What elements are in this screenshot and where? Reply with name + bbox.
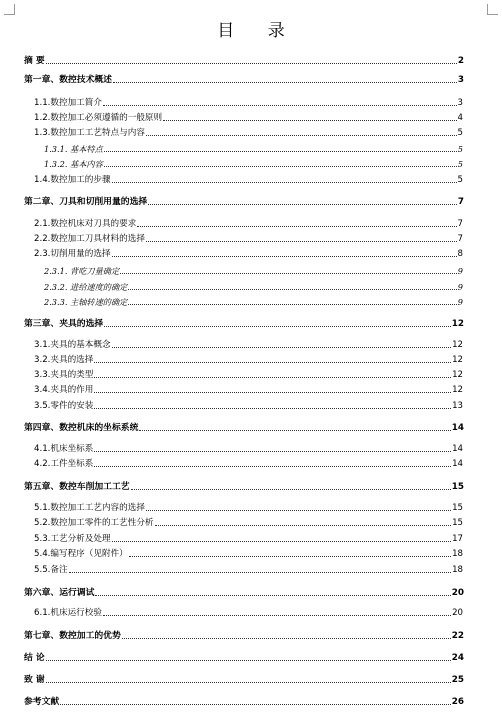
toc-page-number: 22 xyxy=(451,631,464,641)
toc-entry-title: 1.3.数控加工工艺特点与内容 xyxy=(34,128,145,138)
dot-leader xyxy=(94,362,451,363)
toc-entry-title: 2.3.切削用量的选择 xyxy=(34,249,111,259)
dot-leader xyxy=(46,660,451,661)
toc-page-number: 5 xyxy=(457,175,463,185)
toc-page-number: 9 xyxy=(457,282,463,292)
toc-chapter-entry[interactable] xyxy=(24,317,464,329)
dot-leader xyxy=(69,572,451,573)
toc-entry-title: 5.2.数控加工零件的工艺性分析 xyxy=(34,518,154,528)
toc-entry-title: 5.4.编写程序（见附件） xyxy=(34,549,128,559)
dot-leader xyxy=(146,241,457,242)
toc-entry-title: 第二章、刀具和切削用量的选择 xyxy=(24,197,148,207)
toc-section-entry[interactable] xyxy=(34,383,463,395)
toc-page-number: 2 xyxy=(457,56,464,66)
toc-entry-title: 2.2.数控加工刀具材料的选择 xyxy=(34,234,145,244)
toc-chapter-entry[interactable] xyxy=(24,629,464,641)
toc-page-number: 12 xyxy=(452,385,463,395)
toc-page-number: 20 xyxy=(452,608,463,618)
dot-leader xyxy=(139,430,450,431)
toc-entry-title: 3.2.夹具的选择 xyxy=(34,355,94,365)
toc-entry-title: 第四章、数控机床的坐标系统 xyxy=(24,423,139,433)
toc-page-number: 4 xyxy=(457,113,463,123)
toc-page-number: 7 xyxy=(457,197,464,207)
toc-entry-title: 第五章、数控车削加工工艺 xyxy=(24,482,130,492)
dot-leader xyxy=(128,289,456,290)
toc-page-number: 26 xyxy=(451,697,464,707)
toc-entry-title: 3.1.夹具的基本概念 xyxy=(34,340,111,350)
dot-leader xyxy=(103,615,451,616)
dot-leader xyxy=(112,182,457,183)
toc-entry-title: 6.1.机床运行校验 xyxy=(34,608,102,618)
toc-entry-title: 第七章、数控加工的优势 xyxy=(24,631,121,641)
toc-section-entry[interactable] xyxy=(34,217,463,229)
toc-section-entry[interactable] xyxy=(34,338,463,350)
dot-leader xyxy=(94,466,451,467)
toc-page-number: 25 xyxy=(451,675,464,685)
toc-subsection-entry[interactable] xyxy=(44,295,463,307)
toc-chapter-entry[interactable] xyxy=(24,673,464,685)
toc-page-number: 9 xyxy=(457,266,463,276)
dot-leader xyxy=(60,704,451,705)
dot-leader xyxy=(120,273,457,274)
dot-leader xyxy=(46,63,457,64)
toc-entry-title: 2.3.1. 背吃刀量确定 xyxy=(44,266,120,276)
toc-section-entry[interactable] xyxy=(34,457,463,469)
toc-entry-title: 第一章、数控技术概述 xyxy=(24,75,112,85)
dot-leader xyxy=(137,226,456,227)
toc-chapter-entry[interactable] xyxy=(24,54,464,66)
toc-page-number: 13 xyxy=(452,401,463,411)
toc-chapter-entry[interactable] xyxy=(24,195,464,207)
toc-entry-title: 2.3.2. 进给速度的确定 xyxy=(44,282,128,292)
toc-entry-title: 5.5.备注 xyxy=(34,565,68,575)
toc-entry-title: 3.5.零件的安装 xyxy=(34,401,94,411)
toc-page-number: 20 xyxy=(451,588,464,598)
toc-page-number: 14 xyxy=(452,444,463,454)
toc-page-number: 17 xyxy=(452,534,463,544)
toc-page-number: 5 xyxy=(457,144,463,154)
dot-leader xyxy=(163,120,456,121)
toc-page-number: 18 xyxy=(452,549,463,559)
toc-section-entry[interactable] xyxy=(34,606,463,618)
dot-leader xyxy=(95,595,450,596)
toc-section-entry[interactable] xyxy=(34,247,463,259)
toc-section-entry[interactable] xyxy=(34,96,463,108)
toc-entry-title: 致 谢 xyxy=(24,675,45,685)
dot-leader xyxy=(94,451,451,452)
toc-entry-title: 2.3.3. 主轴转速的确定 xyxy=(44,297,128,307)
toc-page-number: 3 xyxy=(457,98,463,108)
toc-entry-title: 3.4.夹具的作用 xyxy=(34,385,94,395)
toc-page-number: 18 xyxy=(452,565,463,575)
toc-section-entry[interactable] xyxy=(34,368,463,380)
toc-chapter-entry[interactable] xyxy=(24,421,464,433)
toc-section-entry[interactable] xyxy=(34,126,463,138)
toc-subsection-entry[interactable] xyxy=(44,280,463,292)
toc-subsection-entry[interactable] xyxy=(44,157,463,169)
toc-page-number: 12 xyxy=(452,340,463,350)
toc-section-entry[interactable] xyxy=(34,547,463,559)
toc-page-number: 14 xyxy=(452,459,463,469)
toc-section-entry[interactable] xyxy=(34,563,463,575)
toc-page-number: 14 xyxy=(451,423,464,433)
toc-entry-title: 1.1.数控加工简介 xyxy=(34,98,102,108)
dot-leader xyxy=(112,541,452,542)
toc-entry-title: 1.3.1. 基本特点 xyxy=(44,144,103,154)
toc-chapter-entry[interactable] xyxy=(24,695,464,707)
toc-subsection-entry[interactable] xyxy=(44,264,463,276)
toc-section-entry[interactable] xyxy=(34,232,463,244)
dot-leader xyxy=(155,525,452,526)
toc-entry-title: 结 论 xyxy=(24,653,45,663)
dot-leader xyxy=(148,204,457,205)
toc-section-entry[interactable] xyxy=(34,173,463,185)
dot-leader xyxy=(104,151,457,152)
toc-chapter-entry[interactable] xyxy=(24,586,464,598)
dot-leader xyxy=(103,105,457,106)
toc-section-entry[interactable] xyxy=(34,532,463,544)
toc-section-entry[interactable] xyxy=(34,516,463,528)
toc-entry-title: 1.4.数控加工的步骤 xyxy=(34,175,111,185)
toc-page-number: 5 xyxy=(457,128,463,138)
toc-page-number: 15 xyxy=(452,503,463,513)
toc-entry-title: 参考文献 xyxy=(24,697,60,707)
toc-entry-title: 5.3.工艺分析及处理 xyxy=(34,534,111,544)
dot-leader xyxy=(46,682,451,683)
dot-leader xyxy=(94,408,451,409)
toc-page-number: 9 xyxy=(457,297,463,307)
toc-page-number: 12 xyxy=(452,355,463,365)
dot-leader xyxy=(94,377,451,378)
toc-page-number: 8 xyxy=(457,249,463,259)
toc-entry-title: 5.1.数控加工工艺内容的选择 xyxy=(34,503,145,513)
toc-section-entry[interactable] xyxy=(34,111,463,123)
dot-leader xyxy=(122,638,451,639)
toc-page-number: 7 xyxy=(457,219,463,229)
toc-chapter-entry[interactable] xyxy=(24,480,464,492)
dot-leader xyxy=(113,82,457,83)
toc-page-number: 3 xyxy=(457,75,464,85)
toc-section-entry[interactable] xyxy=(34,501,463,513)
toc-page-number: 5 xyxy=(457,159,463,169)
toc-section-entry[interactable] xyxy=(34,353,463,365)
toc-entry-title: 1.3.2. 基本内容 xyxy=(44,159,103,169)
toc-entry-title: 2.1.数控机床对刀具的要求 xyxy=(34,219,137,229)
dot-leader xyxy=(146,135,457,136)
toc-chapter-entry[interactable] xyxy=(24,73,464,85)
toc-subsection-entry[interactable] xyxy=(44,142,463,154)
dot-leader xyxy=(146,510,451,511)
dot-leader xyxy=(131,489,451,490)
toc-entry-title: 1.2.数控加工必须遵循的一般原则 xyxy=(34,113,163,123)
toc-page-number: 15 xyxy=(452,518,463,528)
toc-page-number: 7 xyxy=(457,234,463,244)
toc-page-number: 12 xyxy=(451,319,464,329)
toc-entry-title: 第六章、运行调试 xyxy=(24,588,95,598)
toc-entry-title: 4.1.机床坐标系 xyxy=(34,444,94,454)
toc-entry-title: 3.3.夹具的类型 xyxy=(34,370,94,380)
dot-leader xyxy=(104,166,457,167)
toc-entry-title: 第三章、夹具的选择 xyxy=(24,319,104,329)
toc-entry-title: 4.2.工件坐标系 xyxy=(34,459,94,469)
toc-page-number: 24 xyxy=(451,653,464,663)
toc-section-entry[interactable] xyxy=(34,442,463,454)
toc-page-number: 15 xyxy=(451,482,464,492)
dot-leader xyxy=(112,256,457,257)
dot-leader xyxy=(129,556,451,557)
toc-page-number: 12 xyxy=(452,370,463,380)
dot-leader xyxy=(128,304,456,305)
dot-leader xyxy=(94,392,451,393)
dot-leader xyxy=(112,347,452,348)
toc-entry-title: 摘 要 xyxy=(24,56,45,66)
toc-chapter-entry[interactable] xyxy=(24,651,464,663)
dot-leader xyxy=(104,326,451,327)
toc-section-entry[interactable] xyxy=(34,399,463,411)
toc-title: 目 录 xyxy=(217,21,299,41)
